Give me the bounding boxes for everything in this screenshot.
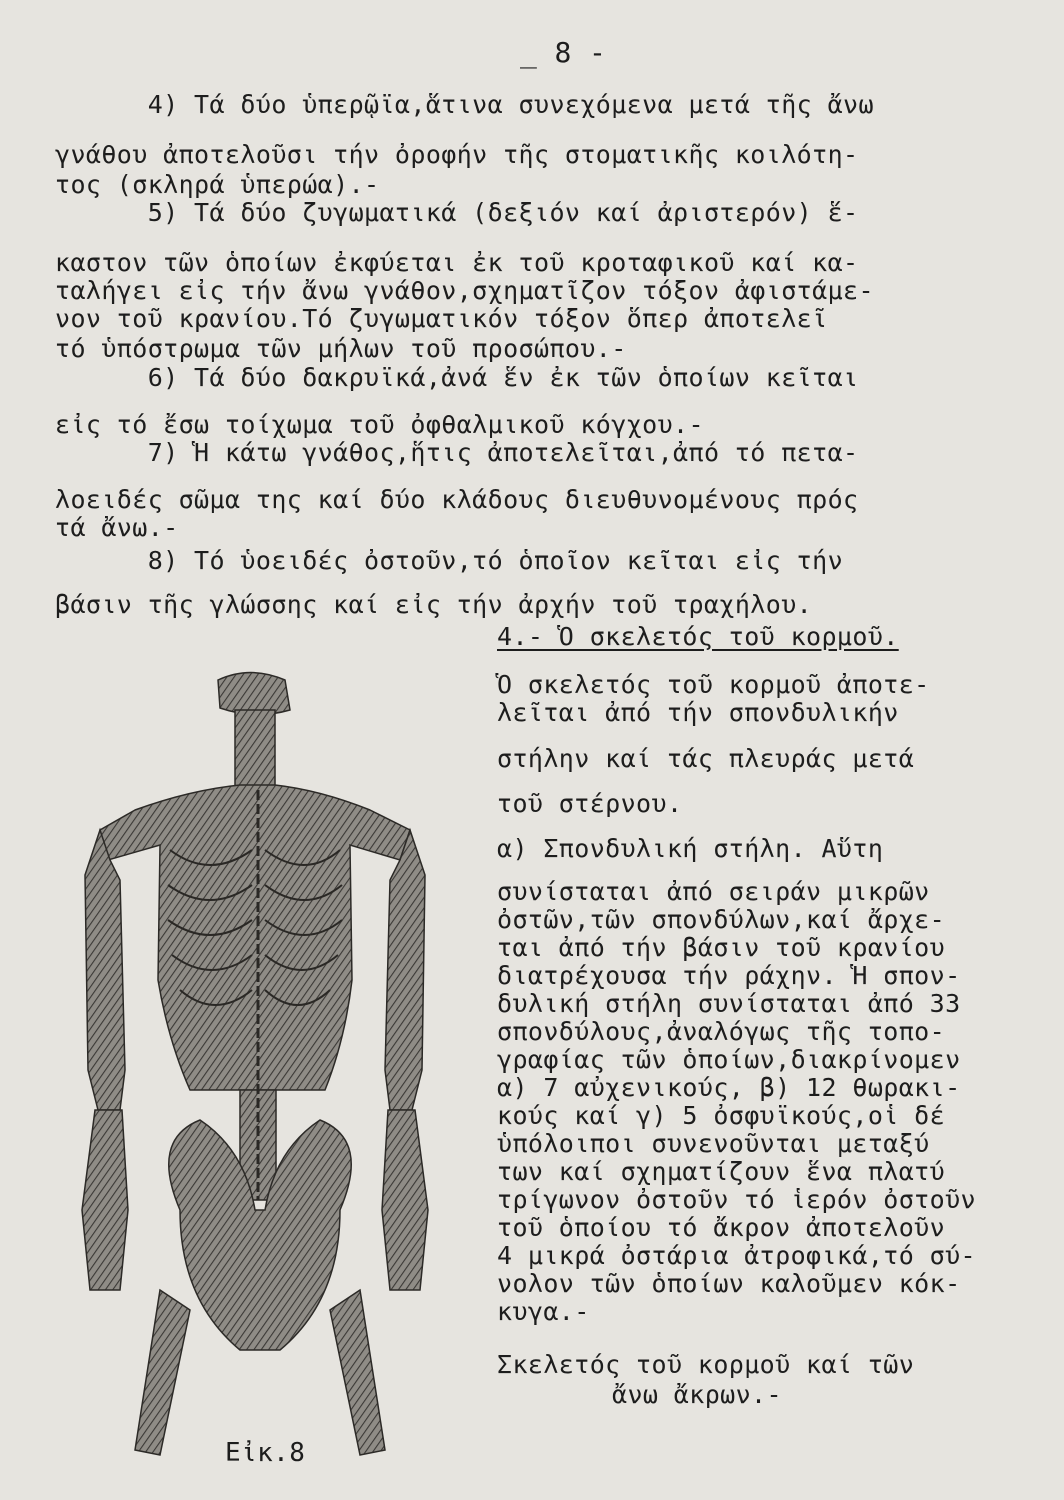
text-line: 8) Τό ὑοειδές ὀστοῦν,τό ὁποῖον κεῖται εἰς τήν <box>55 546 844 575</box>
text-line: συνίσταται ἀπό σειράν μικρῶν <box>497 877 930 906</box>
section-heading: 4.- Ὁ σκελετός τοῦ κορμοῦ. <box>497 622 899 651</box>
text-line: τρίγωνον ὀστοῦν τό ἱερόν ὀστοῦν <box>497 1185 976 1214</box>
text-line: καστον τῶν ὁποίων ἐκφύεται ἐκ τοῦ κροταφικοῦ καί κα- <box>55 248 859 277</box>
text-line: 7) Ἡ κάτω γνάθος,ἥτις ἀποτελεῖται,ἀπό τό πετα- <box>55 438 859 467</box>
text-line: τά ἄνω.- <box>55 513 179 542</box>
text-line: νον τοῦ κρανίου.Τό ζυγωματικόν τόξον ὅπερ ἀποτελεῖ <box>55 304 828 333</box>
text-line: λεῖται ἀπό τήν σπονδυλικήν <box>497 698 899 727</box>
text-line: 4 μικρά ὀστάρια ἀτροφικά,τό σύ- <box>497 1241 976 1270</box>
text-line: λοειδές σῶμα της καί δύο κλάδους διευθυνομένους πρός <box>55 485 859 514</box>
text-line: 6) Τά δύο δακρυϊκά,ἀνά ἕν ἐκ τῶν ὁποίων κεῖται <box>55 363 859 392</box>
text-line: διατρέχουσα τήν ράχην. Ἡ σπον- <box>497 961 961 990</box>
text-line: τοῦ ὁποίου τό ἄκρον ἀποτελοῦν <box>497 1213 946 1242</box>
text-line: τό ὑπόστρωμα τῶν μήλων τοῦ προσώπου.- <box>55 334 627 363</box>
figure-caption: ἄνω ἄκρων.- <box>612 1380 782 1409</box>
text-line: ται ἀπό τήν βάσιν τοῦ κρανίου <box>497 933 946 962</box>
text-line: σπονδύλους,ἀναλόγως τῆς τοπο- <box>497 1017 946 1046</box>
text-line: γνάθου ἀποτελοῦσι τήν ὀροφήν τῆς στοματικῆς κοιλότη- <box>55 140 859 169</box>
page-number: _ 8 - <box>520 36 607 69</box>
text-line: νολον τῶν ὁποίων καλοῦμεν κόκ- <box>497 1269 961 1298</box>
figure-label: Εἰκ.8 <box>225 1438 306 1468</box>
text-line: Ὁ σκελετός τοῦ κορμοῦ ἀποτε- <box>497 670 930 699</box>
text-line: στήλην καί τάς πλευράς μετά <box>497 744 915 773</box>
text-line: τος (σκληρά ὑπερώα).- <box>55 170 380 199</box>
text-line: ὑπόλοιποι συνενοῦνται μεταξύ <box>497 1129 930 1158</box>
text-line: τοῦ στέρνου. <box>497 789 683 818</box>
text-line: α) Σπονδυλική στήλη. Αὕτη <box>497 834 884 863</box>
text-line: των καί σχηματίζουν ἕνα πλατύ <box>497 1157 946 1186</box>
skeleton-illustration <box>40 650 480 1490</box>
text-line: βάσιν τῆς γλώσσης καί εἰς τήν ἀρχήν τοῦ τραχήλου. <box>55 590 813 619</box>
figure-caption: Σκελετός τοῦ κορμοῦ καί τῶν <box>497 1350 915 1379</box>
text-line: α) 7 αὐχενικούς, β) 12 θωρακι- <box>497 1073 961 1102</box>
text-line: 4) Τά δύο ὑπερῷϊα,ἅτινα συνεχόμενα μετά τῆς ἄνω <box>55 90 874 119</box>
text-line: γραφίας τῶν ὁποίων,διακρίνομεν <box>497 1045 961 1074</box>
text-line: ταλήγει εἰς τήν ἄνω γνάθον,σχηματῖζον τόξον ἀφιστάμε- <box>55 276 874 305</box>
text-line: κυγα.- <box>497 1297 590 1326</box>
text-line: ὀστῶν,τῶν σπονδύλων,καί ἄρχε- <box>497 905 946 934</box>
text-line: 5) Τά δύο ζυγωματικά (δεξιόν καί ἀριστερόν) ἕ- <box>55 198 859 227</box>
text-line: δυλική στήλη συνίσταται ἀπό 33 <box>497 989 961 1018</box>
text-line: εἰς τό ἔσω τοίχωμα τοῦ ὀφθαλμικοῦ κόγχου.- <box>55 410 704 439</box>
text-line: κούς καί γ) 5 ὀσφυϊκούς,οἱ δέ <box>497 1101 946 1130</box>
